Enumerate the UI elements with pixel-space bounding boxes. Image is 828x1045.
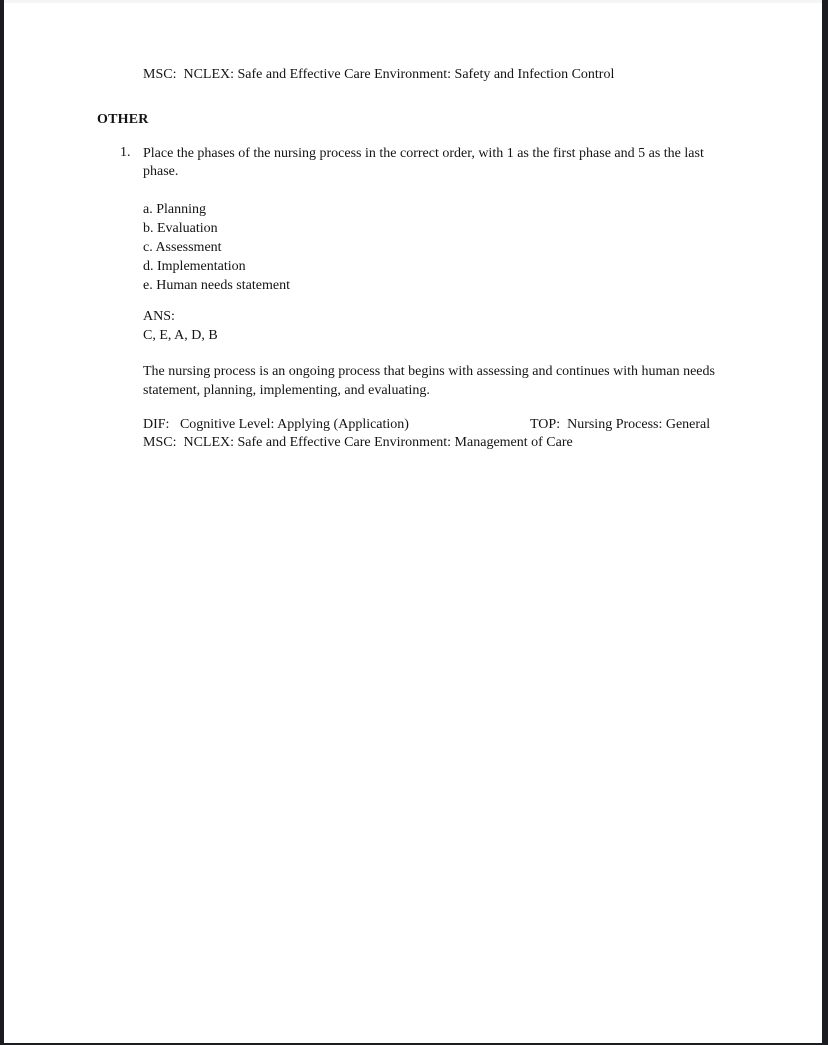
section-heading-other: OTHER (97, 112, 149, 127)
question-footer-dif-top-row (143, 417, 783, 435)
option-d: d. Implementation (143, 259, 246, 274)
page-right-edge (822, 0, 828, 1045)
page-left-edge (0, 0, 4, 1045)
option-b: b. Evaluation (143, 221, 218, 236)
answer-rationale: The nursing process is an ongoing process that begins with assessing and continues with human needs statement, planning, implementing, and evaluating. (143, 364, 719, 398)
page-top-strip (4, 0, 822, 3)
option-e: e. Human needs statement (143, 278, 290, 293)
question-1 (120, 145, 740, 181)
question-options-list (143, 200, 290, 295)
option-a: a. Planning (143, 202, 206, 217)
top-segment: TOP: Nursing Process: General (530, 417, 711, 432)
prev-question-msc-line: MSC: NCLEX: Safe and Effective Care Environment: Safety and Infection Control (143, 67, 615, 82)
question-number: 1. (120, 145, 131, 160)
answer-block (143, 308, 218, 345)
answer-value: C, E, A, D, B (143, 327, 218, 343)
question-text: Place the phases of the nursing process in the correct order, with 1 as the first phase and 5 as the last phase. (143, 146, 708, 179)
question-footer-msc-line: MSC: NCLEX: Safe and Effective Care Environment: Management of Care (143, 435, 573, 450)
option-c: c. Assessment (143, 240, 222, 255)
dif-segment: DIF: Cognitive Level: Applying (Application) (143, 417, 409, 432)
answer-label: ANS: (143, 309, 175, 324)
